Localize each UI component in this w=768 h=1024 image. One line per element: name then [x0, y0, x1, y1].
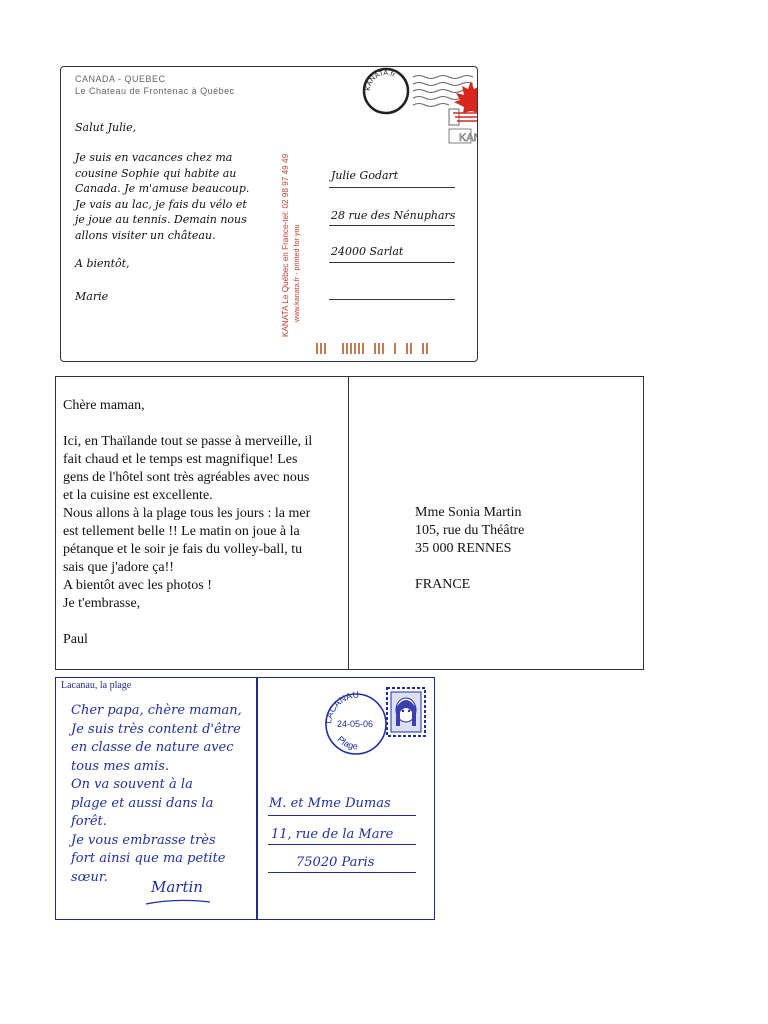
message-line: Je suis très content d'être	[71, 721, 241, 737]
message-line: On va souvent à la	[71, 777, 193, 792]
postmark-stamp	[321, 684, 431, 758]
signature: Marie	[75, 290, 109, 303]
svg-text:KANATA.fr	[365, 70, 397, 91]
message-line: fort ainsi que ma petite	[71, 851, 226, 866]
recipient-city: 75020 Paris	[296, 855, 375, 870]
recipient-city: 24000 Sarlat	[331, 245, 404, 258]
address-line-rule	[329, 225, 455, 226]
card-header	[75, 73, 235, 97]
message-line: Ici, en Thaïlande tout se passe à merveille, il	[63, 434, 313, 449]
message-line: gens de l'hôtel sont très agréables avec nous	[63, 470, 310, 485]
postmark-top: LACANAU	[322, 689, 360, 725]
message-line: est tellement belle !! Le matin on joue à la	[63, 524, 300, 539]
postcard-canada	[60, 66, 478, 362]
postal-barcode	[315, 341, 445, 355]
message-line: pétanque et le soir je fais du volley-ball, tu	[63, 542, 303, 557]
message-line: je joue au tennis. Demain nous	[75, 213, 247, 226]
address-line: 35 000 RENNES	[415, 541, 512, 556]
postmark-bottom: Plage	[335, 734, 359, 752]
message-line: plage et aussi dans la	[71, 795, 214, 811]
message-line: Canada. Je m'amuse beaucoup.	[75, 182, 250, 195]
recipient-name: M. et Mme Dumas	[269, 796, 391, 811]
message-body	[75, 150, 280, 243]
message-line: forêt.	[71, 814, 107, 829]
message-line: sœur.	[71, 869, 108, 885]
message-line: A bientôt avec les photos !	[63, 578, 212, 593]
message-line: cousine Sophie qui habite au	[75, 166, 237, 180]
message-line	[63, 613, 312, 631]
message-line	[63, 415, 312, 433]
recipient-street: 11, rue de la Mare	[271, 827, 394, 842]
stamp-area	[361, 67, 477, 157]
publisher-line: www.kanata.fr - printed for you	[292, 224, 301, 322]
address-line: FRANCE	[415, 577, 471, 592]
message-line: allons visiter un château.	[75, 228, 216, 242]
address-line-rule	[329, 187, 455, 188]
postmark-date: 24-05-06	[337, 719, 374, 729]
address-line-rule	[329, 299, 455, 300]
message-line: Nous allons à la plage tous les jours : la mer	[63, 506, 311, 521]
message-line: Je vous embrasse très	[71, 832, 216, 848]
message-line: Je t'embrasse,	[63, 596, 141, 611]
center-divider	[348, 377, 349, 669]
signature: Martin	[151, 878, 203, 896]
address-line-rule	[329, 262, 455, 263]
message-line: Je suis en vacances chez ma	[75, 151, 233, 164]
stamp-label: KA	[459, 132, 474, 144]
message-line: sais que j'adore ça!!	[63, 560, 174, 575]
header-line: Le Chateau de Frontenac à Québec	[75, 86, 235, 96]
recipient-name: Julie Godart	[331, 169, 399, 182]
message-line: et la cuisine est excellente.	[63, 488, 213, 503]
maple-leaf-stamp	[449, 81, 477, 144]
recipient-address	[415, 504, 524, 594]
message-line: Chère maman,	[63, 398, 145, 413]
address-line	[415, 558, 524, 576]
address-line: 105, rue du Théâtre	[415, 523, 525, 538]
closing: A bientôt,	[75, 257, 130, 270]
greeting: Salut Julie,	[75, 121, 137, 134]
message-body	[63, 397, 312, 649]
message-line: Je vais au lac, je fais du vélo et	[75, 197, 247, 211]
recipient-street: 28 rue des Nénuphars	[331, 209, 456, 222]
signature-underline	[144, 896, 214, 908]
postmark-circle	[364, 69, 408, 113]
signature: Paul	[63, 632, 88, 647]
message-line: en classe de nature avec	[71, 740, 234, 755]
address-line-rule	[268, 872, 416, 873]
message-line: tous mes amis.	[71, 758, 170, 774]
header-line: CANADA - QUEBEC	[75, 74, 166, 84]
address-line-rule	[268, 815, 416, 816]
girl-stamp-icon	[387, 688, 425, 736]
address-line: Mme Sonia Martin	[415, 505, 522, 520]
address-line-rule	[268, 844, 416, 845]
postcard-lacanau	[55, 677, 435, 920]
card-caption: Lacanau, la plage	[61, 680, 132, 691]
postcard-thailand	[55, 376, 644, 670]
vertical-publisher-text	[266, 112, 321, 337]
message-line: Cher papa, chère maman,	[71, 703, 242, 718]
message-body	[71, 702, 242, 887]
center-divider	[256, 678, 258, 919]
postmark-text: KANATA.fr	[364, 69, 397, 92]
publisher-line: KANATA Le Québec en France-tel: 02 98 97 49 49	[281, 153, 290, 337]
message-line: fait chaud et le temps est magnifique! Les	[63, 452, 298, 467]
